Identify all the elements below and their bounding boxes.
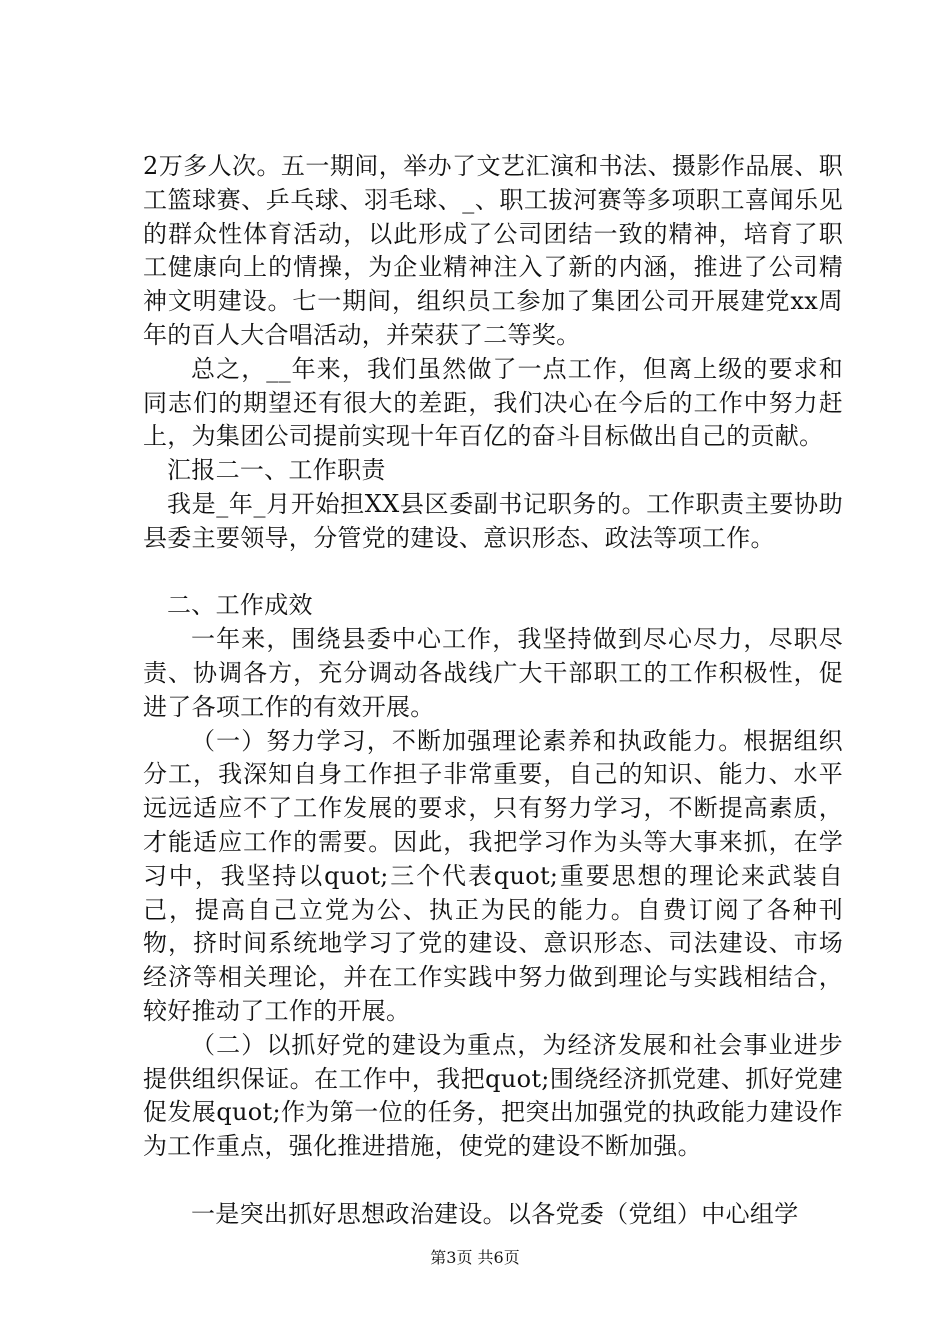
paragraph-study: （一）努力学习，不断加强理论素养和执政能力。根据组织分工，我深知自身工作担子非常重要，自己的知识、能力、水平远远适应不了工作发展的要求，只有努力学习，不断提高素质，才能适应工作的需要。因此，我把学习作为头等大事来抓，在学习中，我坚持以quot;三个代表quot;重要思想的理论来武装自己，提高自己立党为公、执正为民的能力。自费订阅了各种刊物，挤时间系统地学习了党的建设、意识形态、司法建设、市场经济等相关理论，并在工作实践中努力做到理论与实践相结合，较好推动了工作的开展。: [143, 726, 843, 1025]
paragraph-party-building: （二）以抓好党的建设为重点，为经济发展和社会事业进步提供组织保证。在工作中，我把quot;围绕经济抓党建、抓好党建促发展quot;作为第一位的任务，把突出加强党的执政能力建设作为工作重点，强化推进措施，使党的建设不断加强。: [143, 1030, 843, 1161]
section-heading-results: 二、工作成效: [167, 591, 313, 620]
section-heading-report-two: 汇报二一、工作职责: [167, 456, 386, 485]
paragraph-year-overview: 一年来，围绕县委中心工作，我坚持做到尽心尽力，尽职尽责、协调各方，充分调动各战线广大干部职工的工作积极性，促进了各项工作的有效开展。: [143, 625, 843, 721]
page-footer: 第3页 共6页: [430, 1248, 520, 1267]
document-body: [143, 150, 843, 1232]
paragraph-gap: [143, 1164, 843, 1198]
paragraph-activities: 2万多人次。五一期间，举办了文艺汇演和书法、摄影作品展、职工篮球赛、乒乓球、羽毛球、_、职工拔河赛等多项职工喜闻乐见的群众性体育活动，以此形成了公司团结一致的精神，培育了职工健康向上的情操，为企业精神注入了新的内涵，推进了公司精神文明建设。七一期间，组织员工参加了集团公司开展建党xx周年的百人大合唱活动，并荣获了二等奖。: [143, 152, 843, 349]
paragraph-political-construction: 一是突出抓好思想政治建设。以各党委（党组）中心组学: [191, 1199, 799, 1228]
paragraph-gap: [143, 556, 843, 590]
paragraph-job-duties: 我是_年_月开始担XX县区委副书记职务的。工作职责主要协助县委主要领导，分管党的建设、意识形态、政法等项工作。: [143, 489, 843, 552]
paragraph-summary: 总之，__年来，我们虽然做了一点工作，但离上级的要求和同志们的期望还有很大的差距，我们决心在今后的工作中努力赶上，为集团公司提前实现十年百亿的奋斗目标做出自己的贡献。: [143, 354, 843, 451]
